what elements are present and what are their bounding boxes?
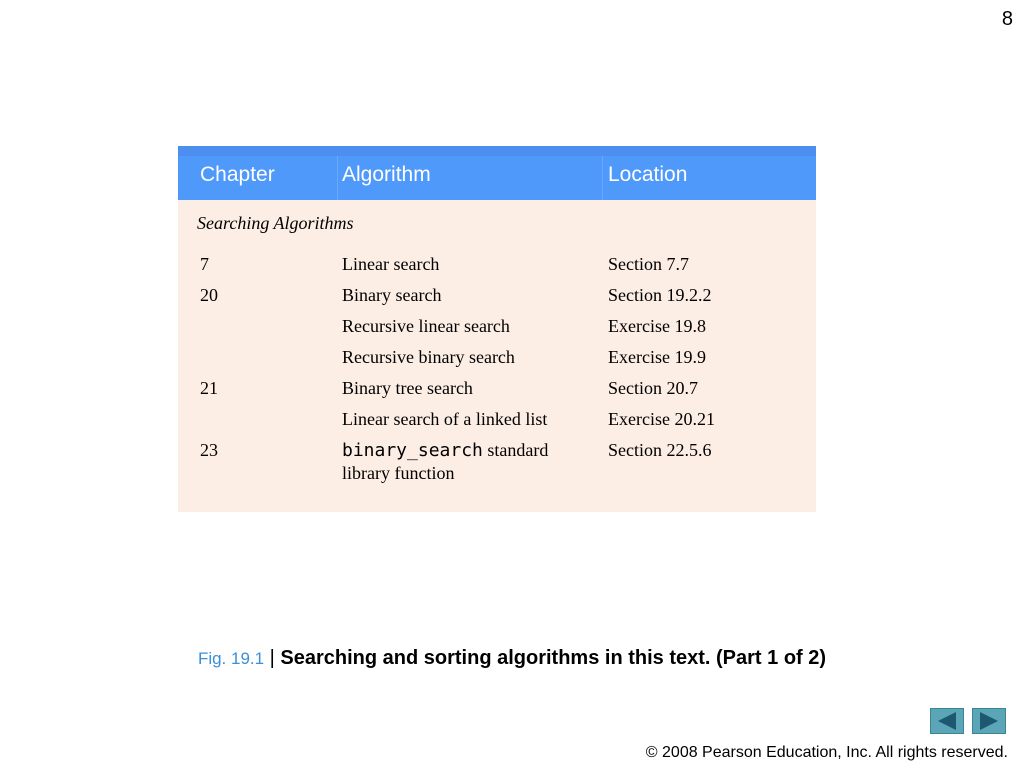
header-top-strip <box>178 146 816 156</box>
cell-chapter: 21 <box>200 378 218 398</box>
table-body <box>178 253 816 495</box>
cell-location: Section 22.5.6 <box>608 440 712 460</box>
cell-algorithm: Recursive binary search <box>342 347 515 367</box>
header-location: Location <box>608 163 688 186</box>
algorithm-code: binary_search <box>342 440 483 461</box>
algorithms-table <box>178 146 816 512</box>
header-divider <box>602 156 603 200</box>
copyright-notice: © 2008 Pearson Education, Inc. All rights reserved. <box>645 744 1008 761</box>
table-row <box>178 346 816 377</box>
next-slide-button[interactable] <box>972 708 1006 734</box>
cell-algorithm <box>342 439 582 484</box>
header-divider <box>337 156 338 200</box>
figure-caption <box>0 647 1024 670</box>
table-row <box>178 377 816 408</box>
table-header <box>178 146 816 200</box>
table-row <box>178 253 816 284</box>
cell-algorithm: Linear search <box>342 254 440 274</box>
cell-chapter: 23 <box>200 440 218 460</box>
table-row <box>178 408 816 439</box>
algorithm-description: standard library function <box>342 440 549 483</box>
cell-chapter: 7 <box>200 254 209 274</box>
cell-location: Exercise 20.21 <box>608 409 715 429</box>
previous-slide-button[interactable] <box>930 708 964 734</box>
slide-navigation <box>930 708 1008 734</box>
header-algorithm: Algorithm <box>342 163 431 186</box>
caption-fig-label: Fig. 19.1 <box>197 649 265 668</box>
cell-location: Exercise 19.9 <box>608 347 706 367</box>
triangle-left-icon <box>931 709 963 733</box>
cell-location: Section 19.2.2 <box>608 285 712 305</box>
table-row <box>178 315 816 346</box>
cell-chapter: 20 <box>200 285 218 305</box>
cell-algorithm: Linear search of a linked list <box>342 409 548 429</box>
cell-location: Section 20.7 <box>608 378 698 398</box>
cell-algorithm: Binary tree search <box>342 378 473 398</box>
cell-algorithm: Binary search <box>342 285 442 305</box>
cell-algorithm: Recursive linear search <box>342 316 510 336</box>
triangle-right-icon <box>973 709 1005 733</box>
cell-location: Section 7.7 <box>608 254 689 274</box>
header-chapter: Chapter <box>200 163 275 186</box>
caption-separator: | <box>264 647 281 669</box>
cell-location: Exercise 19.8 <box>608 316 706 336</box>
caption-text: Searching and sorting algorithms in this text. (Part 1 of 2) <box>280 647 827 669</box>
table-row <box>178 439 816 495</box>
group-title: Searching Algorithms <box>197 213 354 233</box>
slide-number: 8 <box>1001 8 1013 30</box>
table-row <box>178 284 816 315</box>
